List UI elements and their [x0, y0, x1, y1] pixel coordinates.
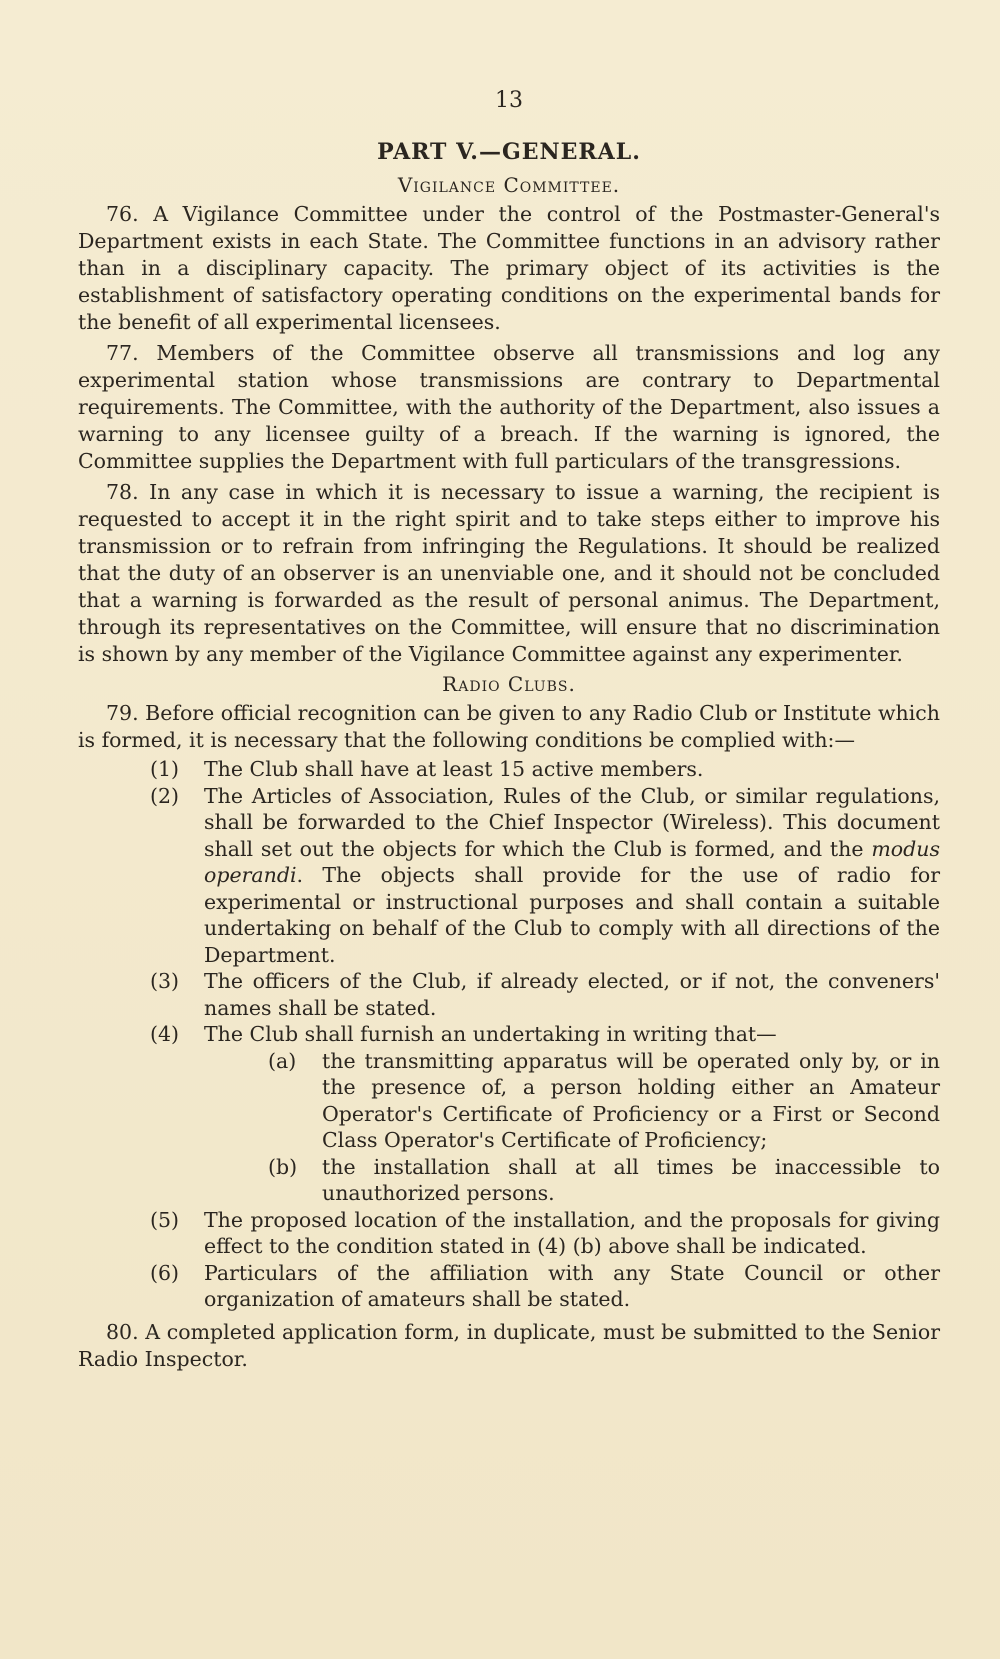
item-text: The officers of the Club, if already elected, or if not, the conveners' names shall be stated.: [204, 969, 940, 1020]
sub-item-letter: (b): [268, 1154, 298, 1179]
section-heading-radio-clubs: Radio Clubs.: [442, 672, 576, 696]
sub-item-text: the transmitting apparatus will be operated only by, or in the presence of, a person holding either an Amateur Operator's Certificate of Proficiency or a First or Second Class Operator's Certificate of Proficiency;: [322, 1048, 940, 1152]
paragraph-79: 79. Before official recognition can be given to any Radio Club or Institute which is formed, it is necessary that the following conditions be complied with:—: [78, 701, 940, 752]
list-item: [78, 1207, 940, 1260]
sub-item-letter: (a): [268, 1048, 297, 1073]
paragraph-76: 76. A Vigilance Committee under the control of the Postmaster-General's Department exists in each State. The Committee functions in an advisory rather than in a disciplinary capacity. The primary object of its activities is the establishment of satisfactory operating conditions on the experimental bands for the benefit of all experimental licensees.: [78, 202, 940, 334]
item-text: The proposed location of the installation, and the proposals for giving effect to the condition stated in (4) (b) above shall be indicated.: [204, 1207, 940, 1258]
list-item: [78, 1021, 940, 1048]
list-item: [78, 968, 940, 1021]
item-text-italic: modus operandi: [204, 836, 940, 887]
paragraph-77: 77. Members of the Committee observe all transmissions and log any experimental station whose transmissions are contrary to Departmental requirements. The Committee, with the authority of the Department, also issues a warning to any licensee guilty of a breach. If the warning is ignored, the Committee supplies the Department with full particulars of the transgressions.: [78, 341, 940, 473]
item-text: The Club shall have at least 15 active members.: [204, 757, 704, 781]
list-item: [78, 756, 940, 783]
item-number: (6): [150, 1260, 180, 1285]
item-text: [204, 783, 940, 969]
list-item: [78, 783, 940, 969]
item-number: (4): [150, 1022, 180, 1046]
sub-list-item: [78, 1048, 940, 1154]
item-number: (3): [150, 969, 180, 993]
item-text: Particulars of the affiliation with any State Council or other organization of amateurs shall be stated.: [204, 1260, 940, 1311]
sub-list-item: [78, 1154, 940, 1207]
item-text-part: . The objects shall provide for the use of radio for experimental or instructional purposes and shall contain a suitable undertaking on behalf of the Club to comply with all directions of the Department.: [204, 863, 940, 967]
list-item: [78, 1260, 940, 1313]
item-text: The Club shall furnish an undertaking in writing that—: [204, 1022, 777, 1046]
item-number: (5): [150, 1207, 180, 1232]
section-heading-vigilance: Vigilance Committee.: [397, 173, 621, 197]
paragraph-80: 80. A completed application form, in duplicate, must be submitted to the Senior Radio Inspector.: [78, 1319, 940, 1371]
sub-item-text: the installation shall at all times be inaccessible to unauthorized persons.: [322, 1154, 940, 1205]
item-number: (1): [150, 757, 180, 781]
part-title: PART V.—GENERAL.: [377, 139, 641, 165]
item-number: (2): [150, 783, 180, 808]
item-text-part: The Articles of Association, Rules of the Club, or similar regulations, shall be forwarded to the Chief Inspector (Wireless). This document shall set out the objects for which the Club is formed, and the: [204, 783, 940, 861]
paragraph-78: 78. In any case in which it is necessary to issue a warning, the recipient is requested to accept it in the right spirit and to take steps either to improve his transmission or to refrain from infringing the Regulations. It should be realized that the duty of an observer is an unenviable one, and it should not be concluded that a warning is forwarded as the result of personal animus. The Department, through its representatives on the Committee, will ensure that no discrimination is shown by any member of the Vigilance Committee against any experimenter.: [78, 480, 940, 666]
page-number: 13: [495, 88, 523, 113]
